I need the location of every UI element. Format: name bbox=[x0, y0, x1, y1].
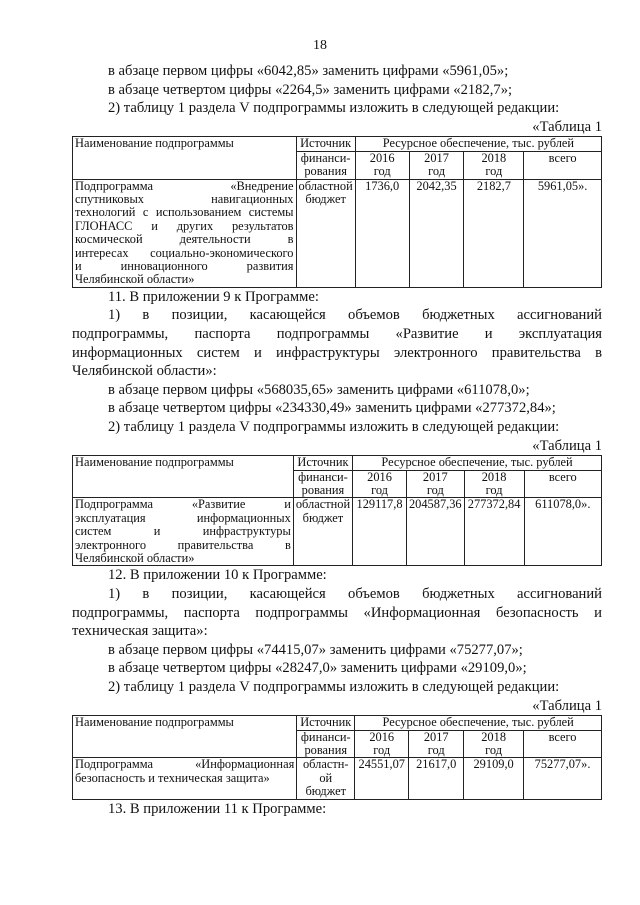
subprogram-name: Подпрограмма «Развитие и эксплуатация информационных систем и инфраструктуры электронного правительства в Челябинской области» bbox=[73, 498, 294, 566]
value-2017: 204587,36 bbox=[406, 498, 464, 566]
subprogram-name: Подпрограмма «Внедрение спутниковых навигационных технологий с использованием системы ГЛОНАСС и других результатов космической деятельности в интересах социально-экономического и инновационного развития Челябинской области» bbox=[73, 179, 297, 287]
paragraph: Челябинской области»: bbox=[72, 363, 217, 380]
header-year-2016: 2016 год bbox=[355, 730, 409, 758]
paragraph: информационных систем и инфраструктуры электронного правительства в bbox=[72, 344, 602, 361]
header-name: Наименование подпрограммы bbox=[73, 716, 297, 758]
value-2016: 1736,0 bbox=[355, 179, 409, 287]
value-2017: 2042,35 bbox=[409, 179, 464, 287]
value-2018: 29109,0 bbox=[464, 758, 524, 799]
header-source: Источник bbox=[297, 716, 355, 730]
header-total: всего bbox=[524, 470, 601, 498]
paragraph: в абзаце первом цифры «6042,85» заменить цифрами «5961,05»; bbox=[108, 63, 509, 79]
header-resources: Ресурсное обеспечение, тыс. рублей bbox=[355, 716, 602, 730]
header-source: Источник bbox=[293, 456, 352, 470]
header-year-2016: 2016 год bbox=[353, 470, 407, 498]
value-2016: 24551,07 bbox=[355, 758, 409, 799]
header-source: финанси- рования bbox=[297, 730, 355, 758]
value-total: 75277,07». bbox=[524, 758, 602, 799]
page-number: 18 bbox=[313, 38, 327, 53]
value-total: 611078,0». bbox=[524, 498, 601, 566]
section-heading: 13. В приложении 11 к Программе: bbox=[108, 800, 327, 817]
header-source: финанси- рования bbox=[293, 470, 352, 498]
header-resources: Ресурсное обеспечение, тыс. рублей bbox=[353, 456, 602, 470]
header-year-2017: 2017 год bbox=[406, 470, 464, 498]
paragraph: в абзаце первом цифры «568035,65» заменить цифрами «611078,0»; bbox=[108, 381, 530, 398]
paragraph: 2) таблицу 1 раздела V подпрограммы изложить в следующей редакции: bbox=[108, 100, 560, 117]
subprogram-name: Подпрограмма «Информационная безопасность и техническая защита» bbox=[73, 758, 297, 799]
paragraph: подпрограммы, паспорта подпрограммы «Информационная безопасность и bbox=[72, 604, 602, 621]
table-3 bbox=[72, 715, 602, 799]
funding-source: областной бюджет bbox=[293, 498, 352, 566]
document-body bbox=[72, 62, 602, 818]
paragraph: 1) в позиции, касающейся объемов бюджетных ассигнований bbox=[108, 586, 602, 603]
section-heading: 11. В приложении 9 к Программе: bbox=[108, 288, 319, 305]
header-name: Наименование подпрограммы bbox=[73, 456, 294, 498]
header-year-2017: 2017 год bbox=[409, 730, 464, 758]
value-2017: 21617,0 bbox=[409, 758, 464, 799]
header-year-2017: 2017 год bbox=[409, 151, 464, 179]
table-caption: «Таблица 1 bbox=[532, 697, 602, 714]
value-2018: 2182,7 bbox=[464, 179, 524, 287]
paragraph: 2) таблицу 1 раздела V подпрограммы изложить в следующей редакции: bbox=[108, 419, 560, 435]
header-total: всего bbox=[524, 730, 602, 758]
paragraph: 2) таблицу 1 раздела V подпрограммы изложить в следующей редакции: bbox=[108, 679, 560, 695]
paragraph: в абзаце четвертом цифры «28247,0» заменить цифрами «29109,0»; bbox=[108, 660, 527, 677]
paragraph: в абзаце четвертом цифры «234330,49» заменить цифрами «277372,84»; bbox=[108, 400, 556, 417]
header-year-2018: 2018 год bbox=[464, 151, 524, 179]
paragraph: техническая защита»: bbox=[72, 623, 208, 640]
header-year-2018: 2018 год bbox=[464, 470, 524, 498]
table-caption: «Таблица 1 bbox=[532, 437, 602, 454]
header-year-2016: 2016 год bbox=[355, 151, 409, 179]
header-total: всего bbox=[524, 151, 602, 179]
header-source: финанси- рования bbox=[296, 151, 355, 179]
header-resources: Ресурсное обеспечение, тыс. рублей bbox=[355, 137, 601, 151]
paragraph: 1) в позиции, касающейся объемов бюджетных ассигнований bbox=[108, 307, 602, 324]
paragraph: в абзаце четвертом цифры «2264,5» заменить цифрами «2182,7»; bbox=[108, 81, 513, 98]
value-2016: 129117,8 bbox=[353, 498, 407, 566]
funding-source: областной бюджет bbox=[296, 179, 355, 287]
table-2 bbox=[72, 455, 602, 566]
value-2018: 277372,84 bbox=[464, 498, 524, 566]
header-year-2018: 2018 год bbox=[464, 730, 524, 758]
table-caption: «Таблица 1 bbox=[532, 118, 602, 135]
value-total: 5961,05». bbox=[524, 179, 602, 287]
funding-source: областн- ой бюджет bbox=[297, 758, 355, 799]
header-source: Источник bbox=[296, 137, 355, 151]
paragraph: подпрограммы, паспорта подпрограммы «Развитие и эксплуатация bbox=[72, 326, 602, 343]
paragraph: в абзаце первом цифры «74415,07» заменить цифрами «75277,07»; bbox=[108, 641, 523, 658]
header-name: Наименование подпрограммы bbox=[73, 137, 297, 179]
section-heading: 12. В приложении 10 к Программе: bbox=[108, 567, 327, 584]
table-1 bbox=[72, 136, 602, 287]
